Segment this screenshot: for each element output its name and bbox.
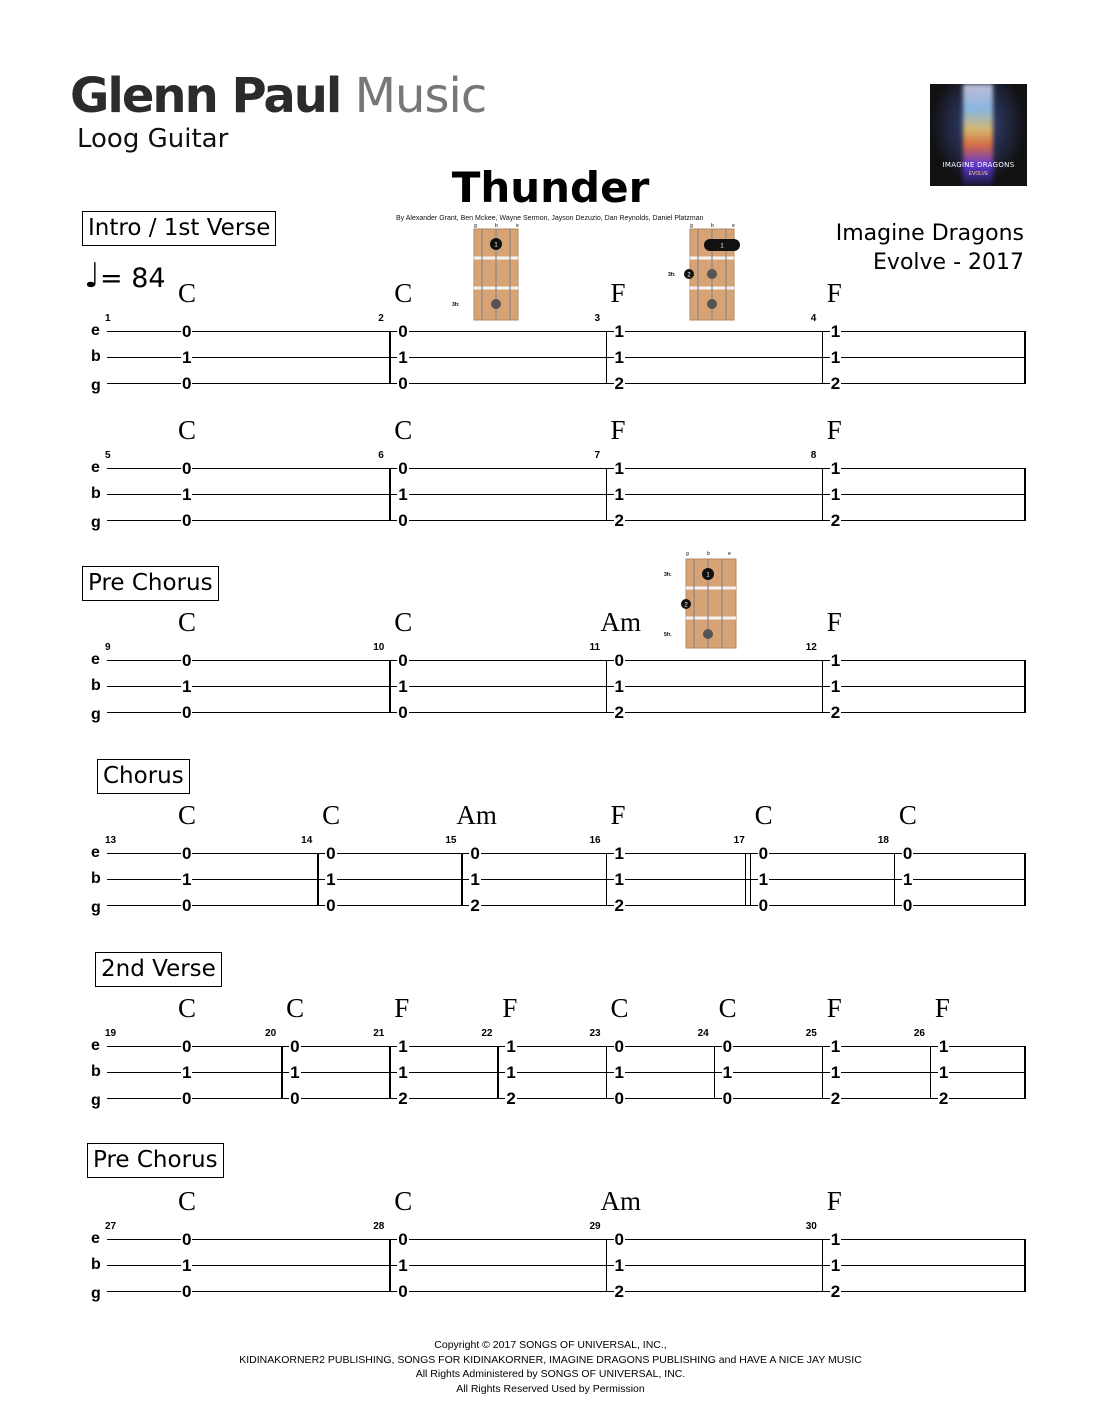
- fret-number: 0: [398, 1230, 408, 1249]
- chord-name: Am: [456, 800, 497, 830]
- measure-number: 6: [378, 450, 384, 461]
- string-name-e: e: [91, 459, 100, 476]
- fret-number: 1: [398, 485, 408, 504]
- string-name-e: e: [91, 322, 100, 339]
- end-barline: [1024, 468, 1026, 521]
- measure-number: 12: [805, 642, 817, 653]
- copyright-footer: [0, 1338, 1101, 1396]
- fret-number: 1: [902, 870, 913, 889]
- chord-name: F: [934, 993, 950, 1023]
- measure-number: 14: [301, 835, 313, 846]
- measure-number: 25: [805, 1028, 817, 1039]
- chord-name: C: [178, 1186, 197, 1216]
- fret-number: 2: [830, 511, 841, 530]
- chord-name: C: [394, 415, 413, 445]
- barline: [822, 660, 824, 713]
- tab-string-line: [107, 383, 1025, 384]
- album-art-title: EVOLVE: [968, 171, 989, 177]
- fret-number: 1: [614, 677, 624, 696]
- fret-number: 0: [470, 844, 480, 863]
- album-cover-image: [930, 84, 1027, 186]
- tab-string-line: [107, 468, 1025, 469]
- fret-number: 0: [182, 651, 192, 670]
- barline: [714, 1046, 716, 1099]
- measure-number: 27: [105, 1221, 117, 1232]
- fret-number: 0: [758, 896, 769, 915]
- fret-number: 0: [326, 844, 336, 863]
- barline: [461, 853, 463, 906]
- songwriters-credit: By Alexander Grant, Ben Mckee, Wayne Sermon, Jayson Dezuzio, Dan Reynolds, Daniel Platzman: [396, 215, 704, 222]
- footer-line: All Rights Administered by SONGS OF UNIVERSAL, INC.: [415, 1368, 686, 1380]
- chord-diagram-f: [666, 218, 746, 322]
- tempo-marking: [84, 256, 166, 296]
- album-info: Evolve - 2017: [873, 250, 1024, 275]
- double-barline: [745, 853, 747, 906]
- measure-number: 20: [265, 1028, 277, 1039]
- svg-text:g: g: [690, 223, 693, 229]
- barline: [750, 853, 752, 906]
- fret-number: 2: [830, 703, 841, 722]
- tab-string-line: [107, 660, 1025, 661]
- measure-number: 4: [810, 313, 817, 324]
- chord-name: C: [178, 800, 197, 830]
- fret-number: 1: [506, 1037, 516, 1056]
- fret-number: 1: [830, 1037, 841, 1056]
- barline: [822, 468, 824, 521]
- fret-number: 0: [182, 703, 192, 722]
- chord-name: C: [286, 993, 305, 1023]
- fret-number: 0: [398, 703, 408, 722]
- string-name-g: g: [91, 377, 101, 394]
- measure-number: 29: [589, 1221, 601, 1232]
- fret-number: 0: [182, 844, 192, 863]
- fret-number: 0: [182, 459, 192, 478]
- chord-name: Am: [600, 607, 641, 637]
- end-barline: [1024, 331, 1026, 384]
- fret-number: 1: [722, 1063, 733, 1082]
- measure-number: 11: [589, 642, 601, 653]
- fret-number: 0: [902, 844, 913, 863]
- fret-number: 2: [830, 1089, 841, 1108]
- fret-number: 1: [614, 322, 624, 341]
- diagram-string-e-label: e: [516, 223, 519, 229]
- fret-number: 1: [614, 1256, 624, 1275]
- fret-number: 0: [182, 322, 192, 341]
- fret-number: 1: [398, 1063, 408, 1082]
- string-name-g: g: [91, 706, 101, 723]
- fret-number: 0: [182, 374, 192, 393]
- chord-name: C: [610, 993, 629, 1023]
- chord-name: F: [826, 415, 842, 445]
- barline: [606, 468, 608, 521]
- measure-number: 21: [373, 1028, 385, 1039]
- string-name-e: e: [91, 1230, 100, 1247]
- chord-diagram-am: [662, 548, 742, 652]
- string-name-b: b: [91, 485, 101, 502]
- fret-number: 1: [182, 348, 192, 367]
- measure-number: 16: [589, 835, 601, 846]
- tab-string-line: [107, 1291, 1025, 1292]
- barline: [389, 1046, 391, 1099]
- chord-name: C: [394, 1186, 413, 1216]
- fret-number: 1: [398, 677, 408, 696]
- fret-number: 2: [830, 1282, 841, 1301]
- fret-number: 1: [398, 1256, 408, 1275]
- fret-number: 1: [182, 870, 192, 889]
- fret-number: 0: [614, 651, 624, 670]
- chord-name: C: [718, 993, 737, 1023]
- fret-number: 2: [506, 1089, 516, 1108]
- measure-number: 28: [373, 1221, 385, 1232]
- fret-number: 1: [830, 485, 841, 504]
- fret-number: 0: [722, 1089, 733, 1108]
- diagram-fret-label: 3fr.: [452, 302, 460, 308]
- tab-string-line: [107, 853, 1025, 854]
- fret-number: 1: [830, 459, 841, 478]
- fret-number: 1: [830, 677, 841, 696]
- string-name-g: g: [91, 899, 101, 916]
- measure-number: 15: [445, 835, 457, 846]
- fret-number: 1: [830, 1256, 841, 1275]
- measure-number: 5: [105, 450, 111, 461]
- measure-number: 2: [378, 313, 384, 324]
- svg-text:e: e: [728, 551, 731, 557]
- measure-number: 9: [105, 642, 111, 653]
- string-name-e: e: [91, 844, 100, 861]
- barline: [822, 1046, 824, 1099]
- fret-number: 0: [290, 1037, 300, 1056]
- svg-text:g: g: [686, 551, 689, 557]
- fret-number: 0: [182, 511, 192, 530]
- fret-number: 1: [182, 1256, 192, 1275]
- string-name-g: g: [91, 1092, 101, 1109]
- tab-string-line: [107, 494, 1025, 495]
- chord-name: F: [826, 278, 842, 308]
- fret-number: 1: [830, 1063, 841, 1082]
- fret-number: 1: [614, 870, 624, 889]
- brand-logo: [70, 68, 486, 124]
- fret-number: 0: [758, 844, 769, 863]
- fret-number: 0: [398, 1282, 408, 1301]
- string-name-b: b: [91, 1256, 101, 1273]
- barline: [389, 331, 391, 384]
- chord-diagram-c: [450, 218, 530, 322]
- chord-name: F: [610, 278, 626, 308]
- section-label: Pre Chorus: [82, 566, 219, 601]
- svg-text:5fr.: 5fr.: [664, 632, 672, 638]
- chord-name: C: [178, 278, 197, 308]
- fret-number: 1: [326, 870, 336, 889]
- barline: [606, 660, 608, 713]
- end-barline: [1024, 1046, 1026, 1099]
- tab-string-line: [107, 1265, 1025, 1266]
- fret-number: 1: [182, 485, 192, 504]
- fret-number: 0: [290, 1089, 300, 1108]
- tab-string-line: [107, 712, 1025, 713]
- barline: [606, 331, 608, 384]
- fret-number: 2: [614, 511, 624, 530]
- svg-text:2: 2: [687, 272, 691, 279]
- chord-name: F: [610, 415, 626, 445]
- fret-number: 1: [830, 322, 841, 341]
- measure-number: 10: [373, 642, 385, 653]
- chord-name: C: [178, 607, 197, 637]
- chord-name: C: [178, 415, 197, 445]
- chord-name: C: [178, 993, 197, 1023]
- svg-text:2: 2: [684, 602, 688, 609]
- fret-number: 2: [614, 374, 624, 393]
- fret-number: 1: [398, 348, 408, 367]
- fret-number: 0: [614, 1037, 624, 1056]
- svg-text:3fr.: 3fr.: [664, 572, 672, 578]
- tab-string-line: [107, 357, 1025, 358]
- chord-name: F: [610, 800, 626, 830]
- chord-name: F: [826, 993, 842, 1023]
- tab-string-line: [107, 331, 1025, 332]
- svg-text:1: 1: [720, 243, 724, 250]
- fret-number: 2: [398, 1089, 408, 1108]
- fret-number: 0: [902, 896, 913, 915]
- fret-number: 0: [182, 1230, 192, 1249]
- footer-line: All Rights Reserved Used by Permission: [456, 1382, 645, 1395]
- measure-number: 3: [594, 313, 601, 324]
- fret-number: 0: [398, 322, 408, 341]
- fret-number: 2: [938, 1089, 949, 1108]
- tab-string-line: [107, 905, 1025, 906]
- tab-string-line: [107, 1046, 1025, 1047]
- quarter-note-icon: ♩: [84, 256, 101, 296]
- measure-number: 1: [105, 313, 111, 324]
- svg-text:1: 1: [494, 242, 498, 249]
- fret-number: 1: [830, 651, 841, 670]
- section-label: Intro / 1st Verse: [82, 211, 276, 246]
- fret-number: 1: [182, 677, 192, 696]
- fret-number: 1: [614, 485, 624, 504]
- fret-number: 0: [614, 1230, 624, 1249]
- section-label: 2nd Verse: [95, 952, 222, 987]
- fret-number: 1: [758, 870, 769, 889]
- fret-number: 1: [470, 870, 480, 889]
- tab-string-line: [107, 686, 1025, 687]
- chord-name: C: [322, 800, 341, 830]
- string-name-b: b: [91, 1063, 101, 1080]
- chord-name: Am: [600, 1186, 641, 1216]
- section-label: Chorus: [97, 759, 190, 794]
- barline: [497, 1046, 499, 1099]
- fret-number: 1: [182, 1063, 192, 1082]
- barline: [389, 468, 391, 521]
- fret-number: 2: [830, 374, 841, 393]
- fret-number: 1: [614, 459, 624, 478]
- svg-text:3fr.: 3fr.: [668, 272, 676, 278]
- fret-number: 0: [398, 651, 408, 670]
- chord-name: F: [826, 1186, 842, 1216]
- barline: [822, 331, 824, 384]
- barline: [389, 1239, 391, 1292]
- measure-number: 19: [105, 1028, 117, 1039]
- end-barline: [1024, 1239, 1026, 1292]
- measure-number: 26: [913, 1028, 925, 1039]
- barline: [822, 1239, 824, 1292]
- footer-line: KIDINAKORNER2 PUBLISHING, SONGS FOR KIDINAKORNER, IMAGINE DRAGONS PUBLISHING and HAVE A NICE JAY MUSIC: [239, 1353, 862, 1366]
- barline: [606, 1239, 608, 1292]
- string-name-g: g: [91, 514, 101, 531]
- fret-number: 0: [182, 1282, 192, 1301]
- string-name-e: e: [91, 651, 100, 668]
- measure-number: 24: [697, 1028, 709, 1039]
- barline: [606, 1046, 608, 1099]
- measure-number: 17: [733, 835, 745, 846]
- song-title: Thunder: [451, 163, 650, 212]
- barline: [930, 1046, 932, 1099]
- fret-number: 1: [614, 348, 624, 367]
- fret-number: 2: [614, 703, 624, 722]
- fret-number: 0: [614, 1089, 624, 1108]
- fret-number: 0: [398, 459, 408, 478]
- barline: [389, 660, 391, 713]
- footer-line: Copyright © 2017 SONGS OF UNIVERSAL, INC.,: [434, 1339, 667, 1351]
- artist-name: Imagine Dragons: [835, 221, 1024, 246]
- fret-number: 0: [326, 896, 336, 915]
- instrument-subtitle: Loog Guitar: [77, 124, 229, 154]
- measure-number: 23: [589, 1028, 601, 1039]
- album-art-band: IMAGINE DRAGONS: [942, 161, 1015, 169]
- barline: [606, 853, 608, 906]
- tab-string-line: [107, 1098, 1025, 1099]
- measure-number: 7: [594, 450, 601, 461]
- tab-string-line: [107, 1239, 1025, 1240]
- fret-number: 0: [182, 1037, 192, 1056]
- fret-number: 0: [182, 896, 192, 915]
- measure-number: 22: [481, 1028, 493, 1039]
- tab-string-line: [107, 1072, 1025, 1073]
- measure-number: 18: [877, 835, 889, 846]
- fret-number: 1: [614, 1063, 624, 1082]
- fret-number: 1: [506, 1063, 516, 1082]
- string-name-b: b: [91, 348, 101, 365]
- chord-name: F: [502, 993, 518, 1023]
- fret-number: 2: [614, 896, 624, 915]
- section-label: Pre Chorus: [87, 1143, 224, 1178]
- barline: [281, 1046, 283, 1099]
- fret-number: 1: [398, 1037, 408, 1056]
- brand-name-bold: Glenn Paul: [70, 68, 341, 124]
- measure-number: 30: [805, 1221, 817, 1232]
- barline: [894, 853, 896, 906]
- diagram-string-g-label: g: [474, 223, 477, 229]
- fret-number: 1: [614, 844, 624, 863]
- fret-number: 2: [470, 896, 480, 915]
- measure-number: 8: [810, 450, 817, 461]
- fret-number: 0: [398, 374, 408, 393]
- fret-number: 2: [614, 1282, 624, 1301]
- fret-number: 1: [290, 1063, 300, 1082]
- fret-number: 1: [938, 1037, 949, 1056]
- chord-name: C: [394, 607, 413, 637]
- brand-name-light: Music: [340, 68, 487, 124]
- string-name-b: b: [91, 870, 101, 887]
- tab-string-line: [107, 520, 1025, 521]
- fret-number: 0: [722, 1037, 733, 1056]
- svg-text:b: b: [711, 223, 714, 229]
- fret-number: 0: [182, 1089, 192, 1108]
- fret-number: 1: [830, 1230, 841, 1249]
- end-barline: [1024, 660, 1026, 713]
- string-name-e: e: [91, 1037, 100, 1054]
- svg-text:e: e: [732, 223, 735, 229]
- tab-string-line: [107, 879, 1025, 880]
- measure-number: 13: [105, 835, 117, 846]
- string-name-g: g: [91, 1285, 101, 1302]
- chord-name: C: [754, 800, 773, 830]
- chord-name: C: [394, 278, 413, 308]
- fret-number: 1: [938, 1063, 949, 1082]
- svg-text:b: b: [707, 551, 710, 557]
- barline: [317, 853, 319, 906]
- chord-name: C: [898, 800, 917, 830]
- svg-text:1: 1: [706, 572, 710, 579]
- chord-name: F: [394, 993, 410, 1023]
- fret-number: 0: [398, 511, 408, 530]
- tempo-value: = 84: [100, 263, 166, 294]
- diagram-string-b-label: b: [495, 223, 498, 229]
- end-barline: [1024, 853, 1026, 906]
- string-name-b: b: [91, 677, 101, 694]
- chord-name: F: [826, 607, 842, 637]
- fret-number: 1: [830, 348, 841, 367]
